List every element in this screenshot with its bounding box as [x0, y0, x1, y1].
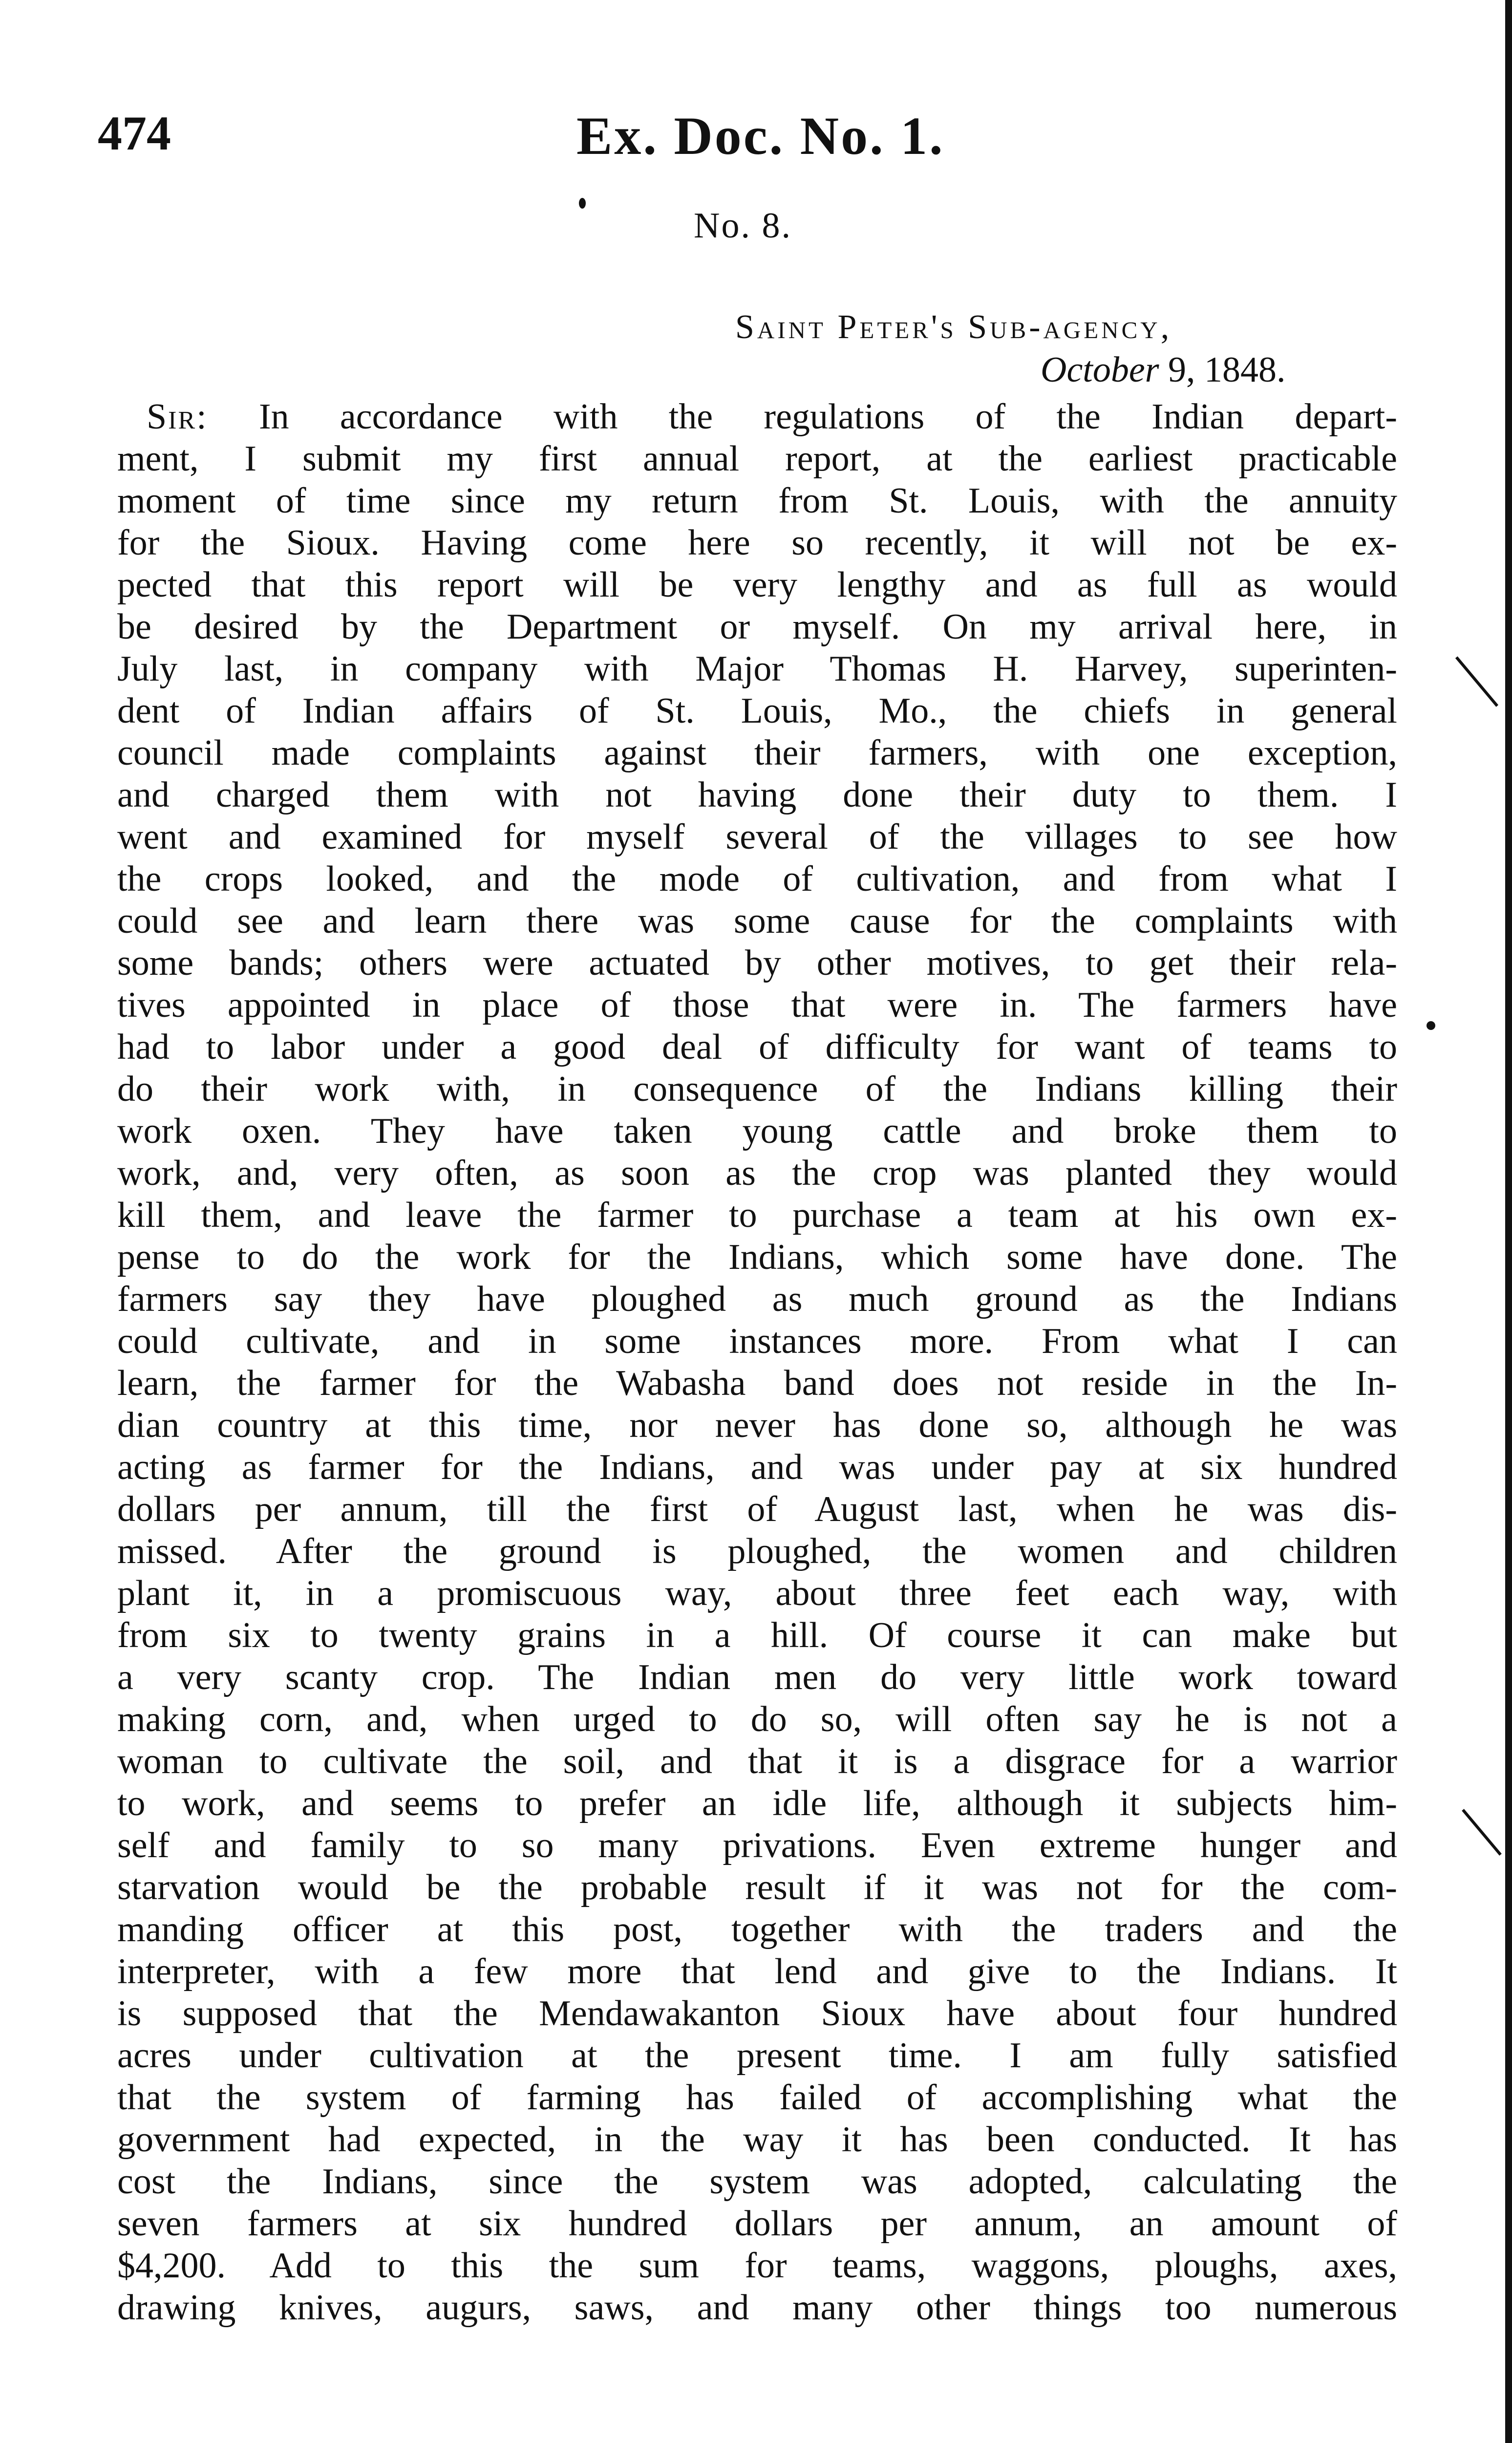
body-line: from six to twenty grains in a hill. Of course it can make but	[117, 1615, 1397, 1655]
stray-mark	[1427, 1021, 1435, 1030]
body-line: be desired by the Department or myself. On my arrival here, in	[117, 607, 1397, 647]
document-title: Ex. Doc. No. 1.	[576, 106, 945, 166]
body-line: government had expected, in the way it has been conducted. It has	[117, 2120, 1397, 2160]
salutation: Sir:	[147, 397, 208, 437]
body-line: acres under cultivation at the present time. I am fully satisfied	[117, 2036, 1397, 2076]
body-line: a very scanty crop. The Indian men do very little work toward	[117, 1657, 1397, 1697]
date-rest: 9, 1848.	[1159, 350, 1286, 390]
body-line: tives appointed in place of those that were in. The farmers have	[117, 985, 1397, 1025]
letter-body	[117, 396, 1397, 2329]
body-line: kill them, and leave the farmer to purchase a team at his own ex-	[117, 1195, 1397, 1235]
date-month: October	[1041, 350, 1159, 390]
body-line: dollars per annum, till the first of August last, when he was dis-	[117, 1489, 1397, 1529]
stray-mark	[1455, 656, 1498, 707]
body-line: is supposed that the Mendawakanton Sioux have about four hundred	[117, 1993, 1397, 2034]
body-line: July last, in company with Major Thomas H. Harvey, superinten-	[117, 649, 1397, 689]
body-line: manding officer at this post, together with the traders and the	[117, 1909, 1397, 1950]
body-line: the crops looked, and the mode of cultivation, and from what I	[117, 859, 1397, 899]
body-line: $4,200. Add to this the sum for teams, waggons, ploughs, axes,	[117, 2246, 1397, 2286]
page-border-right	[1505, 0, 1512, 2443]
body-line: acting as farmer for the Indians, and was under pay at six hundred	[117, 1447, 1397, 1487]
body-line: pense to do the work for the Indians, which some have done. The	[117, 1237, 1397, 1277]
body-line: work oxen. They have taken young cattle and broke them to	[117, 1111, 1397, 1151]
body-line: dian country at this time, nor never has done so, although he was	[117, 1405, 1397, 1445]
body-line: ment, I submit my first annual report, at the earliest practicable	[117, 439, 1397, 479]
letter-number: No. 8.	[694, 206, 792, 246]
body-line: could see and learn there was some cause for the complaints with	[117, 901, 1397, 941]
body-line: farmers say they have ploughed as much ground as the Indians	[117, 1279, 1397, 1319]
body-line: that the system of farming has failed of accomplishing what the	[117, 2078, 1397, 2118]
body-line: and charged them with not having done their duty to them. I	[117, 775, 1397, 815]
body-line: work, and, very often, as soon as the crop was planted they would	[117, 1153, 1397, 1193]
letter-sender: Saint Peter's Sub-agency,	[735, 308, 1172, 346]
body-line: woman to cultivate the soil, and that it is a disgrace for a warrior	[117, 1741, 1397, 1781]
body-line: to work, and seems to prefer an idle life, although it subjects him-	[117, 1783, 1397, 1823]
body-line: dent of Indian affairs of St. Louis, Mo., the chiefs in general	[117, 691, 1397, 731]
body-line: some bands; others were actuated by other motives, to get their rela-	[117, 943, 1397, 983]
stray-mark	[1462, 1809, 1502, 1856]
body-line: learn, the farmer for the Wabasha band does not reside in the In-	[117, 1363, 1397, 1403]
body-line: went and examined for myself several of the villages to see how	[117, 817, 1397, 857]
body-line: for the Sioux. Having come here so recently, it will not be ex-	[117, 523, 1397, 563]
body-line: self and family to so many privations. Even extreme hunger and	[117, 1825, 1397, 1865]
body-line: moment of time since my return from St. Louis, with the annuity	[117, 481, 1397, 521]
body-line: could cultivate, and in some instances more. From what I can	[117, 1321, 1397, 1361]
body-line: seven farmers at six hundred dollars per annum, an amount of	[117, 2204, 1397, 2244]
body-line: starvation would be the probable result if it was not for the com-	[117, 1867, 1397, 1907]
body-line: missed. After the ground is ploughed, the women and children	[117, 1531, 1397, 1571]
letter-date	[1041, 349, 1286, 391]
stray-mark	[579, 198, 586, 209]
body-line: council made complaints against their farmers, with one exception,	[117, 733, 1397, 773]
body-line: cost the Indians, since the system was adopted, calculating the	[117, 2162, 1397, 2202]
body-line: pected that this report will be very lengthy and as full as would	[117, 565, 1397, 605]
body-line: had to labor under a good deal of difficulty for want of teams to	[117, 1027, 1397, 1067]
body-line: drawing knives, augurs, saws, and many other things too numerous	[117, 2288, 1397, 2328]
body-line: interpreter, with a few more that lend and give to the Indians. It	[117, 1951, 1397, 1992]
body-line: do their work with, in consequence of the Indians killing their	[117, 1069, 1397, 1109]
body-line: plant it, in a promiscuous way, about three feet each way, with	[117, 1573, 1397, 1613]
body-line: Sir: In accordance with the regulations of the Indian depart-	[147, 397, 1397, 437]
body-line: making corn, and, when urged to do so, will often say he is not a	[117, 1699, 1397, 1739]
page-number: 474	[98, 106, 171, 160]
